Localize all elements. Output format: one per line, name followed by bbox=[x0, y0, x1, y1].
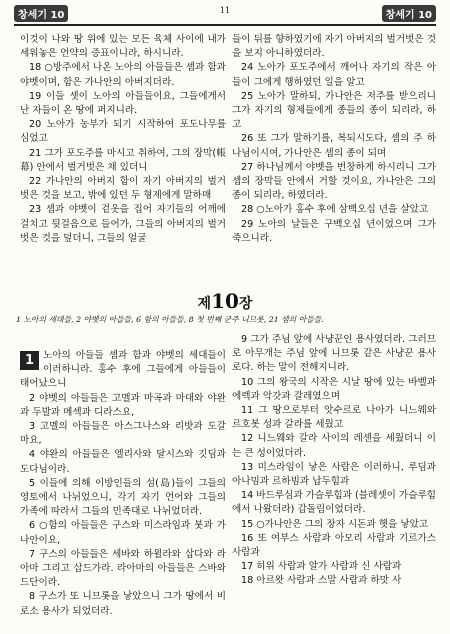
verse-text: 16 또 여부스 사람과 아모리 사람과 기르가스 사람과 bbox=[232, 532, 436, 559]
verse bbox=[20, 477, 226, 520]
verse-text: 24 노아가 포도주에서 깨어나 자기의 작은 아들이 그에게 행하였던 일을 알고 bbox=[232, 62, 436, 88]
chapter-number: 10 bbox=[211, 289, 239, 313]
page-header bbox=[14, 4, 436, 26]
verse bbox=[20, 420, 226, 448]
verse-text: 들이 뒤를 향하였기에 자기 아버지의 벌거벗은 것을 보지 아니하였더라. bbox=[232, 34, 436, 60]
verse bbox=[20, 33, 226, 61]
verse-text: 4 야완의 아들들은 엘리사와 달시스와 깃딤과 도다님이라. bbox=[20, 449, 226, 475]
verse bbox=[232, 161, 436, 204]
verse-text: 20 노아가 농부가 되기 시작하여 포도나무를 심었고 bbox=[20, 119, 226, 145]
verse-text: 13 미스라임이 낳은 사람은 이러하니, 루딤과 아나밈과 르하빔과 납두힘과 bbox=[232, 461, 436, 488]
text-column-right-bottom bbox=[232, 333, 436, 589]
verse-text: 28 ○노아가 홍수 후에 삼백오십 년을 살았고 bbox=[241, 204, 429, 216]
verse-text: 11 그 땅으로부터 앗수르로 나아가 니느웨와 르호봇 성과 갈라를 세웠고 bbox=[232, 405, 436, 431]
verse bbox=[20, 519, 226, 547]
chapter-suffix: 장 bbox=[238, 296, 253, 312]
verse bbox=[20, 203, 226, 246]
verse bbox=[232, 218, 436, 246]
verse bbox=[20, 61, 226, 89]
verse-text: 23 셈과 야벳이 겉옷을 집어 자기들의 어깨에 걸치고 뒷걸음으로 들어가, 그들의 아버지의 벌거벗은 것을 덮더니, 그들의 얼굴 bbox=[20, 204, 226, 244]
verse bbox=[232, 33, 436, 61]
running-head-left: 창세기 10 bbox=[14, 5, 68, 22]
verse-text: 26 또 그가 말하기를, 복되시도다, 셈의 주 하나님이시여, 가나안은 셈의 종이 되며 bbox=[232, 133, 436, 159]
verse-text: 18 ○방주에서 나온 노아의 아들들은 셈과 함과 야벳이며, 함은 가나안의 아버지더라. bbox=[20, 62, 226, 88]
verse-text: 이것이 나와 땅 위에 있는 모든 육체 사이에 내가 세워놓은 언약의 증표이니라, 하시니라. bbox=[20, 34, 226, 60]
verse bbox=[232, 132, 436, 160]
verse-text: 18 아르왓 사람과 스말 사람과 하맛 사 bbox=[241, 575, 402, 587]
verse bbox=[20, 90, 226, 118]
chapter-summary: 1 노아의 세대들, 2 야벳의 아들들, 6 함의 아들들, 8 첫 번째 군주 니므롯, 21 셈의 아들들. bbox=[16, 315, 324, 324]
verse bbox=[232, 432, 436, 460]
verse bbox=[20, 548, 226, 591]
verse-text: 5 이들에 의해 이방인들의 섬(島)들이 그들의 영토에서 나뉘었으니, 각기 자기 언어와 그들의 가족에 따라서 그들의 민족대로 나뉘었더라. bbox=[20, 477, 226, 518]
verse bbox=[20, 118, 226, 146]
verse-text: 2 야벳의 아들들은 고멜과 마곡과 마대와 야완과 두발과 메섹과 디라스요, bbox=[20, 392, 226, 418]
verse-text: 17 히위 사람과 알가 사람과 신 사람과 bbox=[241, 561, 402, 573]
verse bbox=[20, 147, 226, 175]
verse-text: 6 ○함의 아들들은 구스와 미스라임과 붓과 가나안이요, bbox=[20, 520, 226, 546]
verse bbox=[20, 590, 226, 618]
verse-text: 19 이들 셋이 노아의 아들들이요, 그들에게서 난 자들이 온 땅에 퍼지니라. bbox=[20, 90, 226, 117]
verse-text: 29 노아의 날들은 구백오십 년이었으며 그가 죽으니라. bbox=[232, 218, 436, 244]
verse bbox=[20, 349, 226, 392]
chapter-heading bbox=[0, 289, 450, 313]
verse-text: 3 고멜의 아들들은 아스그나스와 리밧과 도갈마요, bbox=[20, 421, 226, 447]
page-number: 11 bbox=[219, 6, 231, 15]
verse bbox=[232, 61, 436, 89]
verse bbox=[232, 532, 436, 560]
verse bbox=[20, 175, 226, 203]
verse-text: 12 니느웨와 갈라 사이의 레센을 세웠더니 이는 큰 성이었더라. bbox=[232, 433, 436, 459]
verse bbox=[20, 448, 226, 476]
verse-text: 21 그가 포도주를 마시고 취하여, 그의 장막(帳幕) 안에서 벌거벗은 채 있더니 bbox=[20, 147, 226, 173]
verse-text: 7 구스의 아들들은 세바와 하윌라와 삽다와 라아마 그리고 삽드가라. 라아마의 아들들은 스바와 드단이라. bbox=[20, 548, 226, 589]
verse-text: 14 바드루심과 가슬루힘과 (블레셋이 가슬루힘에서 나왔더라) 갑돌림이었더라. bbox=[232, 490, 436, 516]
verse bbox=[232, 560, 436, 574]
verse-text: 22 가나안의 아버지 함이 자기 아버지의 벌거벗은 것을 보고, 밖에 있던 두 형제에게 말하매 bbox=[20, 176, 226, 202]
verse bbox=[232, 518, 436, 532]
verse-text: 9 그가 주님 앞에 사냥꾼인 용사였더라. 그러므로 아무개는 주님 앞에 니므롯 같은 사냥꾼 용사로다. 하는 말이 전해지니라. bbox=[232, 334, 436, 374]
verse bbox=[232, 404, 436, 432]
text-column-right-top bbox=[232, 33, 436, 246]
verse-text: 25 노아가 말하되, 가나안은 저주를 받으리니 그가 자기의 형제들에게 종들의 종이 되리라, 하고 bbox=[232, 90, 436, 131]
text-column-left-bottom bbox=[20, 349, 226, 619]
verse-text: 15 ○가나안은 그의 장자 시돈과 헷을 낳았고 bbox=[241, 518, 429, 530]
verse bbox=[232, 489, 436, 517]
verse-text: 27 하나님께서 야벳을 번창하게 하시리니 그가 셈의 장막들 안에서 거할 것이요, 가나안은 그의 종이 되리라, 하였더라. bbox=[232, 161, 436, 202]
verse-text: 8 구스가 또 니므롯을 낳았으니 그가 땅에서 비로소 용사가 되었더라. bbox=[20, 591, 226, 617]
verse-text: 노아의 아들들 셈과 함과 야벳의 세대들이 이러하니라. 홍수 후에 그들에게 아들들이 태어났으니 bbox=[20, 350, 226, 390]
verse bbox=[232, 333, 436, 376]
verse bbox=[232, 90, 436, 133]
chapter-prefix: 제 bbox=[197, 296, 212, 312]
verse bbox=[20, 392, 226, 420]
verse-text: 10 그의 왕국의 시작은 시날 땅에 있는 바벨과 에렉과 악갓과 갈레였으며 bbox=[232, 376, 436, 402]
verse bbox=[232, 203, 436, 217]
running-head-right: 창세기 10 bbox=[382, 5, 436, 22]
text-column-left-top bbox=[20, 33, 226, 246]
drop-cap: 1 bbox=[20, 351, 39, 370]
verse bbox=[232, 376, 436, 404]
verse bbox=[232, 574, 436, 588]
verse bbox=[232, 461, 436, 489]
